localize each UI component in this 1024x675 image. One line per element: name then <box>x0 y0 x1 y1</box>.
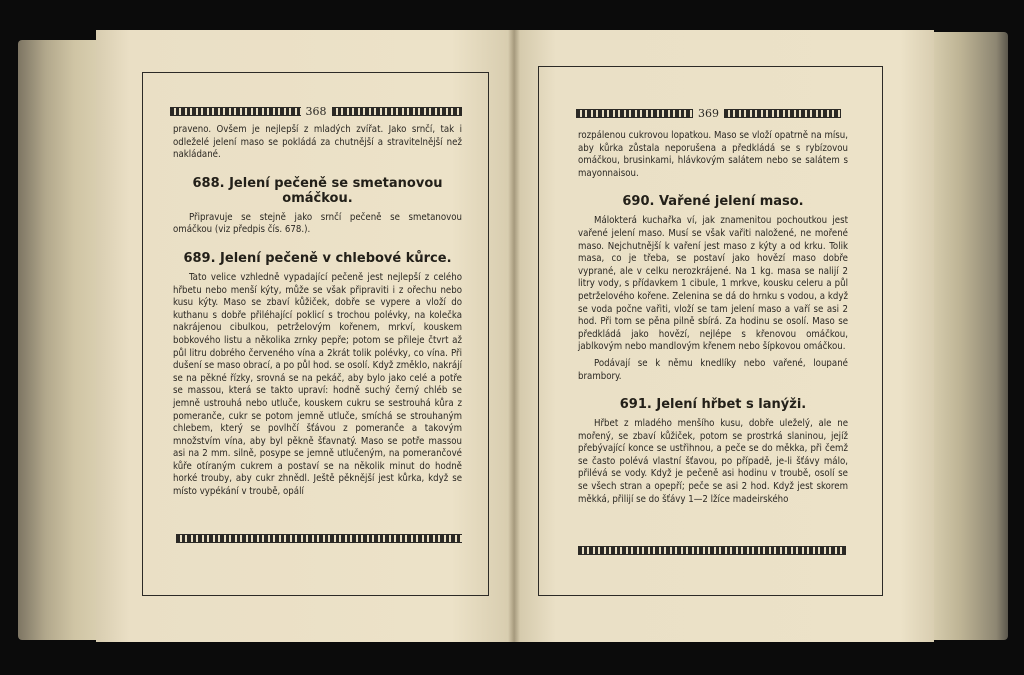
recipe-688-text: Připravuje se stejně jako srnčí pečeně se smetanovou omáčkou (viz předpis čís. 678.). <box>173 211 462 236</box>
right-running-head <box>576 106 841 120</box>
recipe-689-heading: 689. Jelení pečeně v chlebové kůrce. <box>183 250 452 266</box>
continuation-paragraph: rozpálenou cukrovou lopatkou. Maso se vloží opatrně na mísu, aby kůrka zůstala neporušena a předkládá se s rybízovou omáčkou, brusinkami, hlávkovým salátem nebo se salátem s mayonnaisou. <box>578 130 848 179</box>
recipe-690-heading: 690. Vařené jelení maso. <box>622 194 804 210</box>
recipe-690-serving: Podávají se k němu knedlíky nebo vařené, loupané brambory. <box>578 357 848 382</box>
book-page-edges-left <box>18 40 98 640</box>
left-page-body <box>173 124 462 499</box>
ornament-band <box>332 107 463 116</box>
recipe-690-text: Málokterá kuchařka ví, jak znamenitou pochoutkou jest vařené jelení maso. Musí se však vařiti naložené, ne mořené maso. Nejchutnější k vaření jest maso z kýty a od krku. Tolik masa, co je třeba, se postaví jako hovězí maso dobře vyprané, ale v celku nerozkrájené. Na 1 kg. masa se nalijí 2 litry vody, s přídavkem 1 cibule, 1 mrkve, kousku celeru a půl petrželového kořene. Zelenina se dá do hrnku s vodou, a když se voda počne vařiti, vloží se tam jelení maso a vaří se asi 2 hod. Při tom se pěna pilně sbírá. Za hodinu se osolí. Maso se předkládá jako hovězí, nejlépe s křenovou omáčkou, jablkovým nebo mandlovým křenem nebo šípkovou omáčkou. <box>578 215 848 353</box>
ornament-band <box>724 109 841 118</box>
ornament-band <box>170 107 301 116</box>
recipe-688-heading: 688. Jelení pečeně se smetanovou omáčkou. <box>192 175 443 206</box>
left-running-head <box>170 104 462 118</box>
ornament-band <box>576 109 693 118</box>
left-page-number: 368 <box>305 104 327 118</box>
continuation-paragraph: praveno. Ovšem je nejlepší z mladých zvířat. Jako srnčí, tak i odleželé jelení maso se pokládá za chutnější a stravitelnější než nakládané. <box>173 124 462 161</box>
right-footer-ornament <box>578 546 846 555</box>
right-page-number: 369 <box>698 106 719 120</box>
book-page-edges-right <box>930 32 1008 640</box>
recipe-689-text: Tato velice vzhledně vypadající pečeně jest nejlepší z celého hřbetu nebo menší kýty, může se však připraviti i z ořechu nebo kusu kýty. Maso se zbaví kůžiček, dobře se vypere a vloží do kuthanu s dobře přiléhající poklicí s trochou polévky, na kolečka nakrájenou cibulkou, petrželovým kořenem, mrkví, kouskem bobkového listu a několika zrnky pepře; potom se přileje čtvrt až půl litru dobrého červeného vína a 2krát tolik polévky, co vína. Při dušení se maso obrací, a po půl hod. se osolí. Když změklo, nakrájí se na pěkné řízky, srovná se na pekáč, aby bylo jako celé a potře se massou, která se takto upraví: hodně suchý černý chléb se jemně ustrouhá nebo utluče, kouskem cukru se sestrouhá kůra z pomeranče, cukr se potom jemně utluče, smíchá se strouhaným chlebem, který se povlhčí šťávou z pomeranče a takovým množstvím vína, aby byl pěkně šťavnatý. Maso se potře massou asi na 2 mm. silně, posype se jemně utlučeným, na pomerančové kůře otíraným cukrem a postaví se na několik minut do hodně horké trouby, aby cukr zhnědl. Ještě pěknější jest kůrka, když se místo vypékání v troubě, opálí <box>173 271 462 498</box>
recipe-691-heading: 691. Jelení hřbet s lanýži. <box>619 397 807 413</box>
book-gutter <box>508 30 520 642</box>
left-footer-ornament <box>176 534 462 543</box>
recipe-691-text: Hřbet z mladého menšího kusu, dobře uleželý, ale ne mořený, se zbaví kůžiček, potom se prostrká slaninou, jejíž přebývající konce se ustřihnou, a peče se do měkka, při čemž se často polévá vlastní šťavou, po případě, je-li šťávy málo, přilévá se vody. Když je pečeně asi hodinu v troubě, osolí se se všech stran a opepří; peče se asi 2 hod. Když jest skorem měkká, přilijí se do šťávy 1—2 lžíce madeirského <box>578 418 848 505</box>
right-page-body <box>578 130 848 506</box>
